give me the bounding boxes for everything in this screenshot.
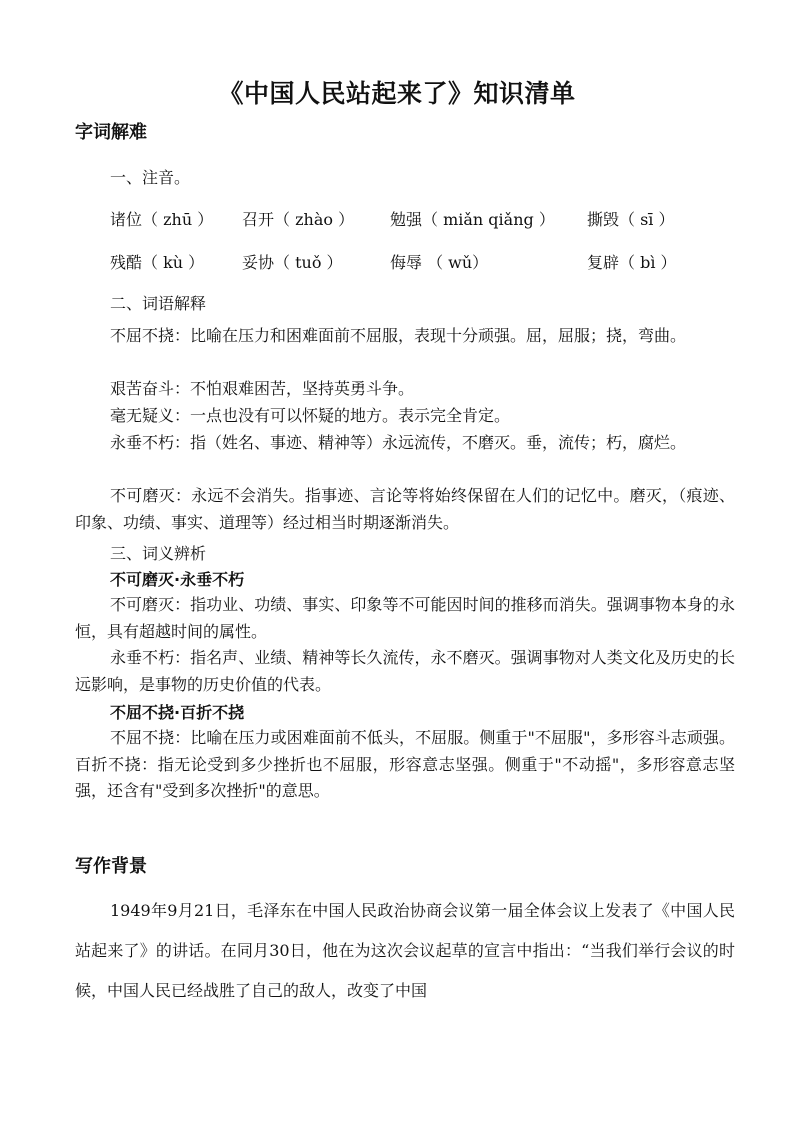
part-title-pronunciation: 一、注音。: [110, 168, 191, 187]
definition-paragraph: 不屈不挠：比喻在压力和困难面前不屈服，表现十分顽强。屈，屈服；挠，弯曲。: [110, 326, 687, 345]
section-heading-vocabulary: 字词解难: [75, 122, 147, 143]
page-title: 《中国人民站起来了》知识清单: [218, 79, 576, 108]
pinyin-item: 诸位（ zhū ）: [110, 210, 214, 229]
definition-paragraph: 毫无疑义：一点也没有可以怀疑的地方。表示完全肯定。: [110, 406, 511, 425]
definition-paragraph: 不可磨灭：永远不会消失。指事迹、言论等将始终保留在人们的记忆中。磨灭，（痕迹、印象、功绩、事实、道理等）经过相当时期逐渐消失。: [75, 486, 735, 532]
pinyin-item: 复辟（ bì ）: [587, 253, 677, 272]
pinyin-item: 勉强（ miǎn qiǎng ）: [390, 210, 555, 229]
background-paragraph: 1949年9月21日，毛泽东在中国人民政治协商会议第一届全体会议上发表了《中国人民站起来了》的讲话。在同月30日，他在为这次会议起草的宣言中指出：“当我们举行会议的时候，中国人民已经战胜了自己的敌人，改变了中国: [75, 901, 735, 1000]
comparison-paragraph: 永垂不朽：指名声、业绩、精神等长久流传，永不磨灭。强调事物对人类文化及历史的长远影响，是事物的历史价值的代表。: [75, 648, 735, 694]
definition-paragraph: 艰苦奋斗：不怕艰难困苦，坚持英勇斗争。: [110, 379, 415, 398]
comparison-heading: 不可磨灭·永垂不朽: [110, 570, 245, 589]
pinyin-item: 召开（ zhào ）: [242, 210, 355, 229]
pinyin-item: 侮辱 （ wǔ）: [390, 253, 489, 272]
part-title-definitions: 二、词语解释: [110, 294, 207, 313]
definition-paragraph: 永垂不朽：指（姓名、事迹、精神等）永远流传，不磨灭。垂，流传；朽，腐烂。: [110, 433, 687, 452]
pinyin-item: 妥协（ tuǒ ）: [242, 253, 343, 272]
pinyin-item: 撕毁（ sī ）: [587, 210, 675, 229]
comparison-heading: 不屈不挠·百折不挠: [110, 703, 245, 722]
part-title-comparison: 三、词义辨析: [110, 544, 207, 563]
comparison-paragraph: 不可磨灭：指功业、功绩、事实、印象等不可能因时间的推移而消失。强调事物本身的永恒，具有超越时间的属性。: [75, 595, 735, 641]
comparison-paragraph: 不屈不挠：比喻在压力或困难面前不低头，不屈服。侧重于"不屈服"，多形容斗志顽强。百折不挠：指无论受到多少挫折也不屈服，形容意志坚强。侧重于"不动摇"，多形容意志坚强，还含有"受到多次挫折"的意思。: [75, 728, 735, 800]
pinyin-item: 残酷（ kù ）: [110, 253, 205, 272]
section-heading-background: 写作背景: [75, 856, 147, 877]
